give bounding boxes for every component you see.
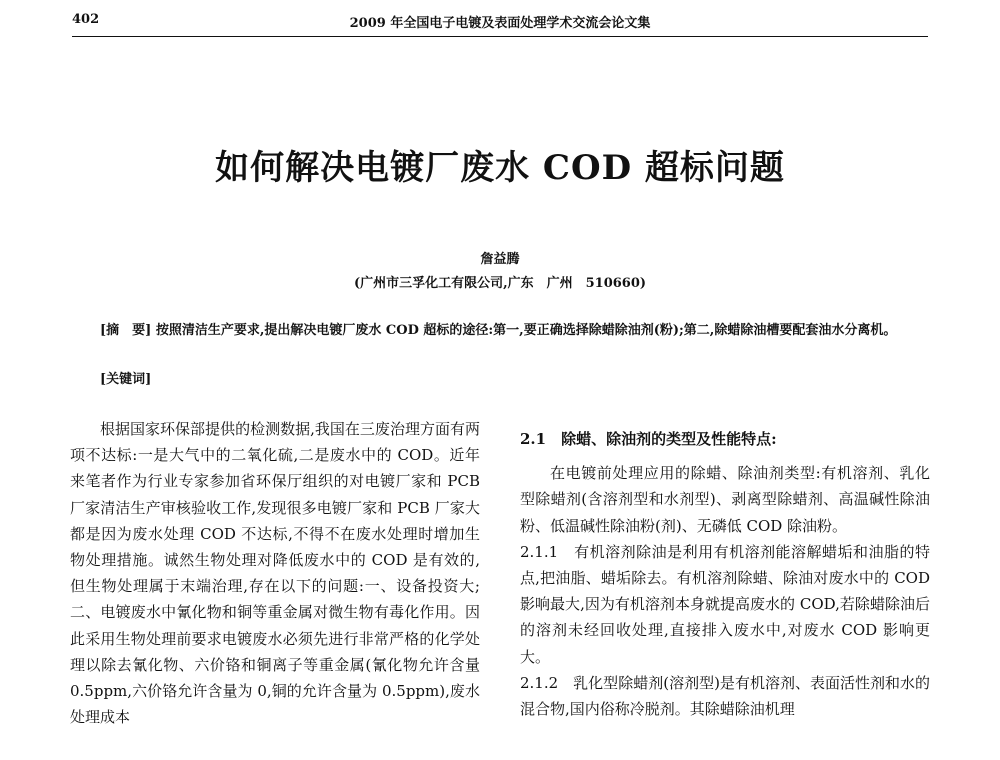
paper-title: 如何解决电镀厂废水 COD 超标问题 [215, 148, 785, 188]
intro-paragraph: 根据国家环保部提供的检测数据,我国在三废治理方面有两项不达标:一是大气中的二氧化硫,二是废水中的 COD。近年来笔者作为行业专家参加省环保厅组织的对电镀厂家和 PCB 厂家清洁生产审核验收工作,发现很多电镀厂家和 PCB 厂家大都是因为废水处理 COD 不达标,不得不在废水处理时增加生物处理措施。诚然生物处理对降低废水中的 COD 是有效的,但生物处理属于末端治理,存在以下的问题:一、设备投资大;二、电镀废水中氰化物和铜等重金属对微生物有毒化作用。因此采用生物处理前要求电镀废水必须先进行非常严格的化学处理以除去氰化物、六价铬和铜离子等重金属(氰化物允许含量 0.5ppm,六价铬允许含量为 0,铜的允许含量为 0.5ppm),废水处理成本 [70, 420, 480, 727]
abstract [72, 320, 928, 342]
abstract-text: 按照清洁生产要求,提出解决电镀厂废水 COD 超标的途径:第一,要正确选择除蜡除油剂(粉);第二,除蜡除油槽要配套油水分离机。 [155, 323, 897, 338]
left-column [70, 416, 480, 730]
affiliation: (广州市三孚化工有限公司,广东 广州 510660) [353, 276, 647, 291]
keywords [100, 368, 151, 387]
emulsion-paragraph: 2.1.2 乳化型除蜡剂(溶剂型)是有机溶剂、表面活性剂和水的混合物,国内俗称冷脱剂。其除蜡除油机理 [520, 673, 930, 719]
running-header: 2009 年全国电子电镀及表面处理学术交流会论文集 [349, 16, 651, 31]
header-rule [72, 36, 928, 37]
abstract-label: [摘 要] [100, 323, 152, 338]
right-column [520, 426, 930, 722]
page-number: 402 [72, 12, 100, 27]
organic-solvent-paragraph: 2.1.1 有机溶剂除油是利用有机溶剂能溶解蜡垢和油脂的特点,把油脂、蜡垢除去。有机溶剂除蜡、除油对废水中的 COD 影响最大,因为有机溶剂本身就提高废水的 COD,若除蜡除油后的溶剂未经回收处理,直接排入废水中,对废水 COD 影响更大。 [520, 542, 930, 666]
keywords-label: [关键词] [100, 372, 152, 387]
author: 詹益腾 [480, 252, 520, 267]
section-heading: 2.1 除蜡、除油剂的类型及性能特点: [520, 430, 777, 448]
types-paragraph: 在电镀前处理应用的除蜡、除油剂类型:有机溶剂、乳化型除蜡剂(含溶剂型和水剂型)、剥离型除蜡剂、高温碱性除油粉、低温碱性除油粉(剂)、无磷低 COD 除油粉。 [520, 464, 930, 535]
